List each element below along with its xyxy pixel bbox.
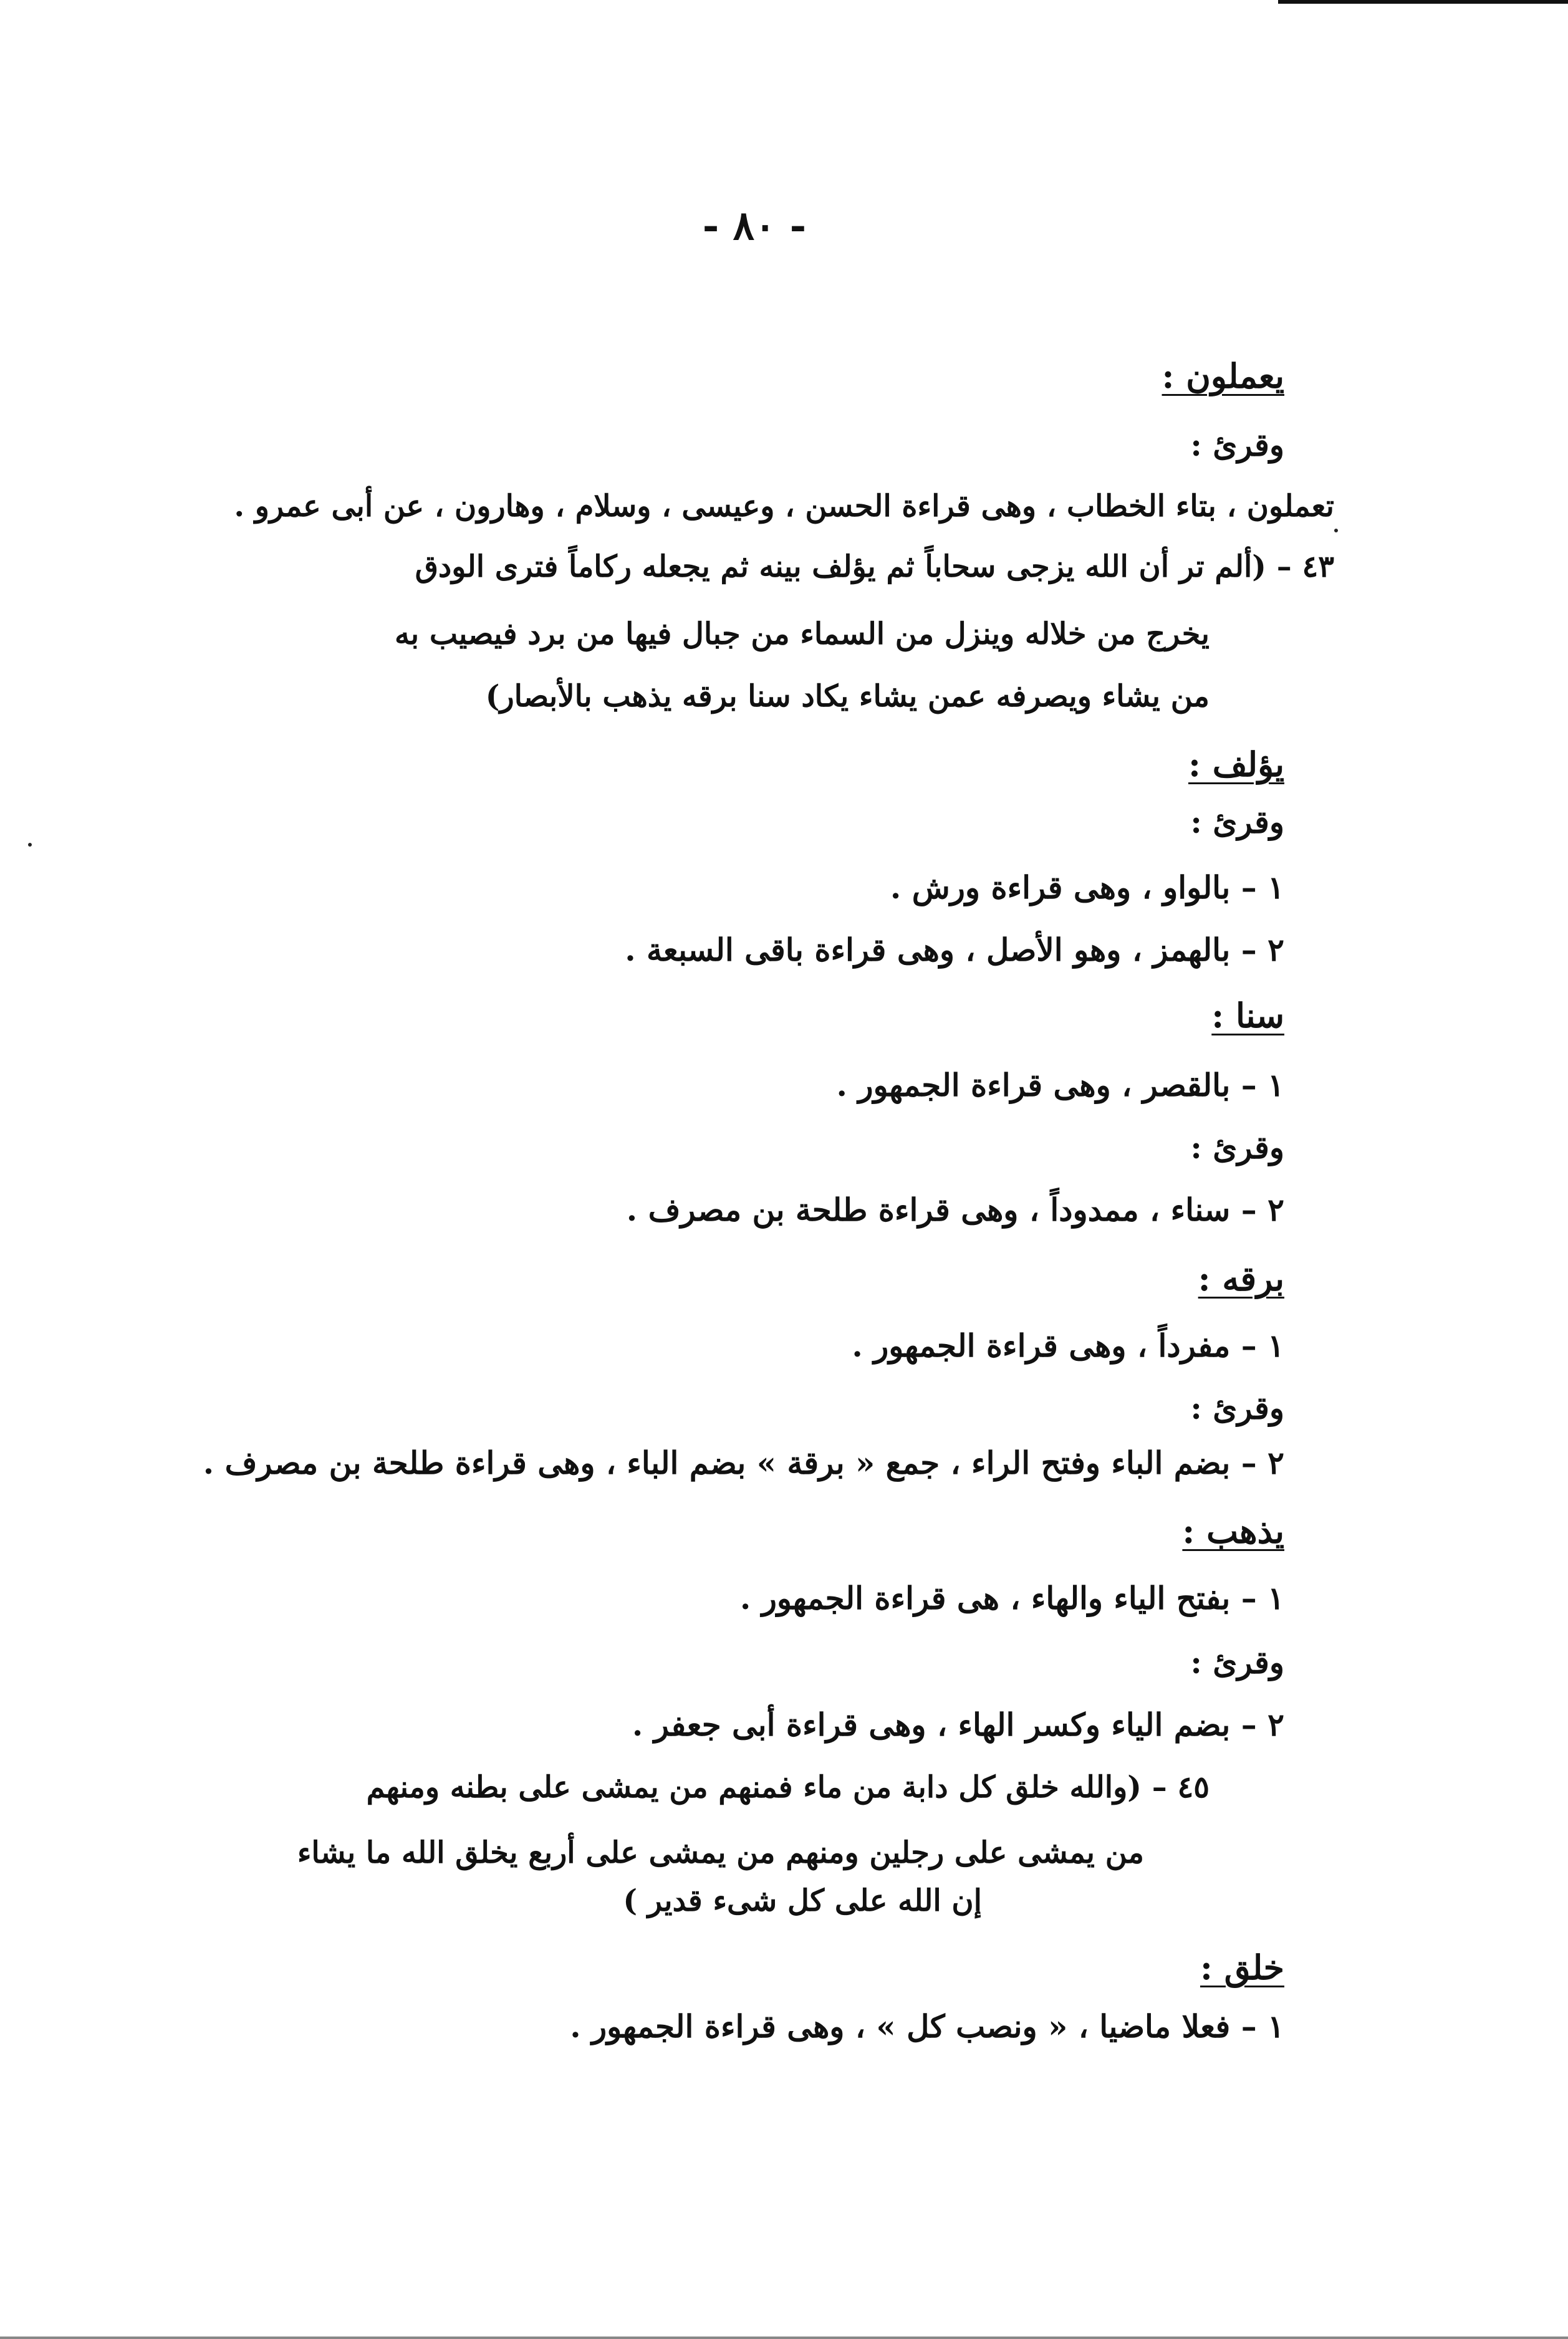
bottom-edge-line xyxy=(0,2337,1568,2339)
reading-item: ٢ – بضم الياء وكسر الهاء ، وهى قراءة أبى جعفر . xyxy=(632,1706,1284,1743)
heading-sana: سنا : xyxy=(1211,996,1284,1035)
heading-yuallif: يؤلف : xyxy=(1188,744,1284,784)
reading-item: ١ – بالقصر ، وهى قراءة الجمهور . xyxy=(836,1067,1284,1103)
reading-item: ٢ – بضم الباء وفتح الراء ، جمع « برقة » بضم الباء ، وهى قراءة طلحة بن مصرف . xyxy=(203,1444,1284,1481)
top-edge-mark xyxy=(1278,0,1568,4)
reading-item: ١ – مفرداً ، وهى قراءة الجمهور . xyxy=(852,1327,1284,1364)
reading-item: ١ – فعلا ماضيا ، « ونصب كل » ، وهى قراءة الجمهور . xyxy=(570,2008,1284,2045)
qiraa-label: وقرئ : xyxy=(1190,1129,1284,1166)
reading-item: ٢ – سناء ، ممدوداً ، وهى قراءة طلحة بن مصرف . xyxy=(626,1191,1284,1228)
verse-43-line-1: ٤٣ – (ألم تر أن الله يزجى سحاباً ثم يؤلف بينه ثم يجعله ركاماً فترى الودق xyxy=(415,549,1334,584)
qiraa-label: وقرئ : xyxy=(1190,1390,1284,1426)
verse-45-line-2: من يمشى على رجلين ومنهم من يمشى على أربع يخلق الله ما يشاء xyxy=(297,1835,1144,1870)
verse-43-line-3: من يشاء ويصرفه عمن يشاء يكاد سنا برقه يذهب بالأبصار) xyxy=(485,679,1210,714)
qiraa-label: وقرئ : xyxy=(1190,1644,1284,1681)
paragraph-line: تعملون ، بتاء الخطاب ، وهى قراءة الحسن ، وعيسى ، وسلام ، وهارون ، عن أبى عمرو . xyxy=(234,489,1334,524)
verse-45-line-3: إن الله على كل شىء قدير ) xyxy=(623,1883,982,1918)
heading-yamaloon: يعملون : xyxy=(1162,356,1284,396)
heading-barqih: برقه : xyxy=(1198,1259,1284,1299)
speck xyxy=(1334,529,1338,532)
reading-item: ١ – بالواو ، وهى قراءة ورش . xyxy=(890,869,1284,906)
reading-item: ٢ – بالهمز ، وهو الأصل ، وهى قراءة باقى السبعة . xyxy=(625,931,1284,968)
reading-item: ١ – بفتح الياء والهاء ، هى قراءة الجمهور . xyxy=(739,1580,1284,1616)
heading-khalaq: خلق : xyxy=(1200,1948,1284,1987)
page-number: - ٨٠ - xyxy=(702,203,807,249)
qiraa-label: وقرئ : xyxy=(1190,426,1284,463)
verse-43-line-2: يخرج من خلاله وينزل من السماء من جبال فيها من برد فيصيب به xyxy=(395,617,1210,651)
verse-45-line-1: ٤٥ – (والله خلق كل دابة من ماء فمنهم من يمشى على بطنه ومنهم xyxy=(366,1770,1210,1805)
qiraa-label: وقرئ : xyxy=(1190,804,1284,840)
heading-yadhhab: يذهب : xyxy=(1182,1511,1284,1551)
speck xyxy=(28,843,32,847)
